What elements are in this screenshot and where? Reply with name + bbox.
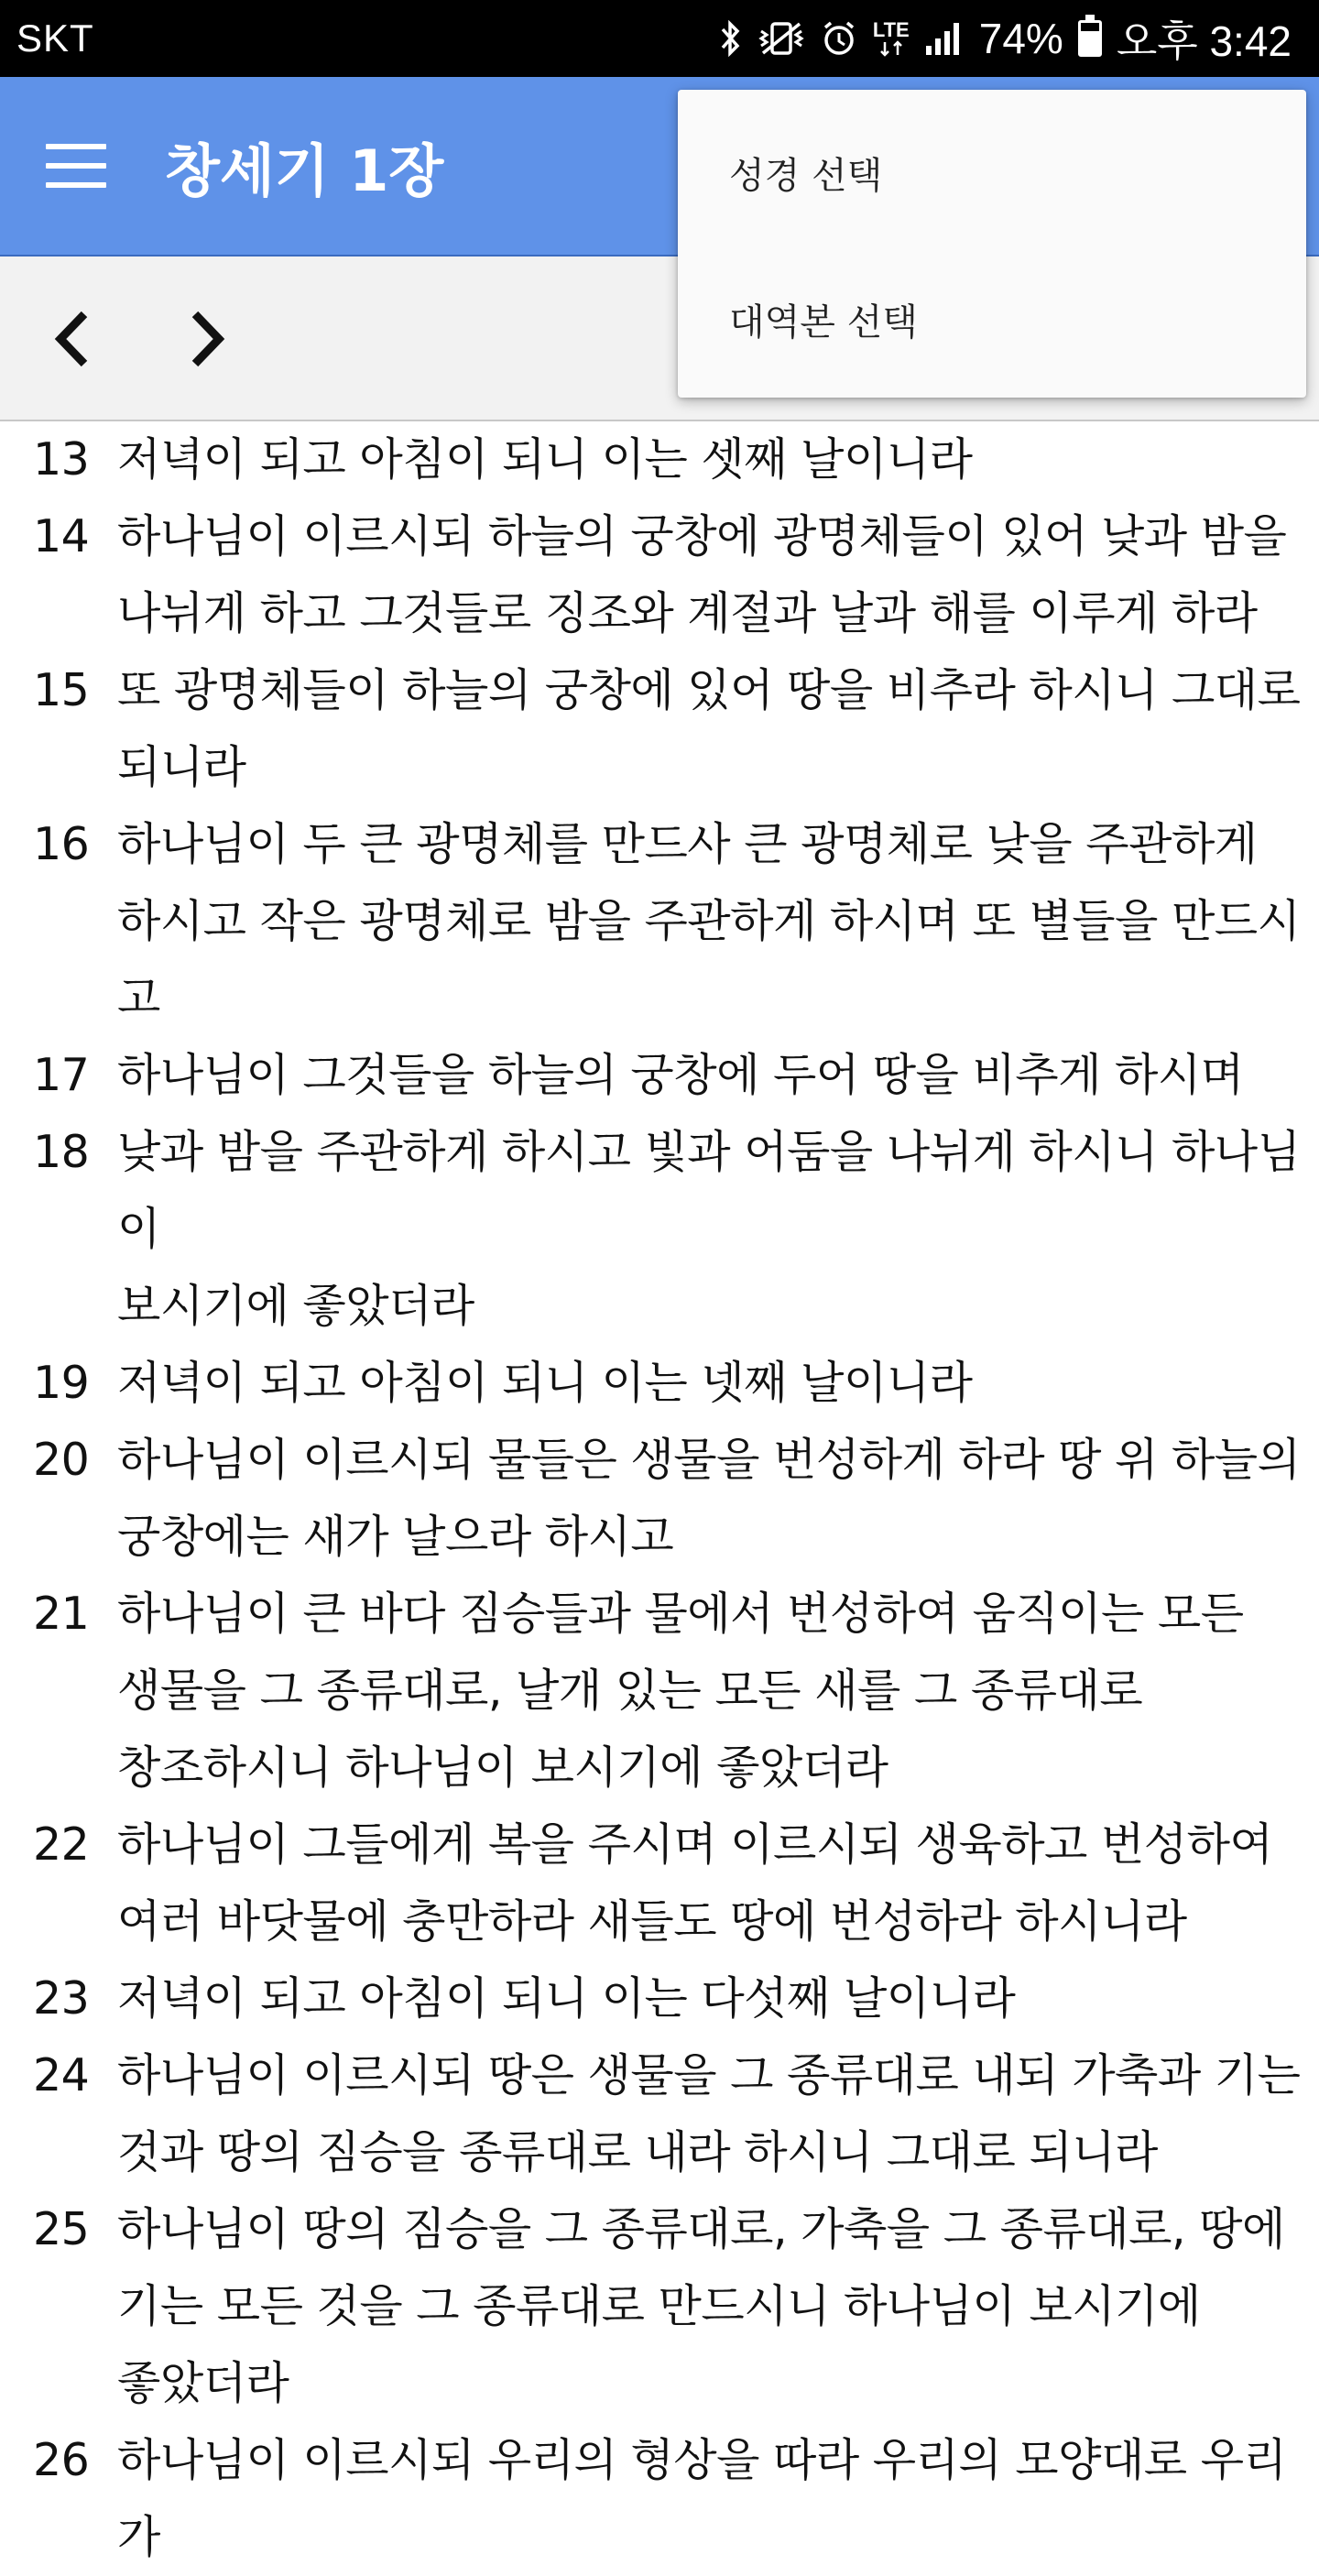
previous-chapter-button[interactable] — [37, 302, 110, 376]
verse-number: 19 — [33, 1357, 90, 1409]
status-icons — [719, 8, 1292, 69]
verse-text: 저녁이 되고 아침이 되니 이는 셋째 날이니라 — [117, 433, 973, 486]
vibrate-icon — [758, 16, 805, 61]
status-bar — [0, 0, 1319, 77]
hamburger-icon[interactable] — [46, 144, 106, 188]
verse-text: 하나님이 이르시되 하늘의 궁창에 광명체들이 있어 낮과 밤을 나뉘게 하고 그것들로 징조와 계절과 날과 해를 이루게 하라 — [117, 510, 1287, 639]
verse-text: 저녁이 되고 아침이 되니 이는 넷째 날이니라 — [117, 1357, 973, 1409]
verse-row — [33, 1422, 1301, 1576]
verse-row — [33, 1576, 1301, 1806]
verse-text: 낮과 밤을 주관하게 하시고 빛과 어둠을 나뉘게 하시니 하나님이 보시기에 좋았더라 — [117, 1126, 1301, 1332]
verse-number: 15 — [33, 664, 90, 716]
battery-level — [1081, 31, 1099, 54]
chevron-left-icon — [46, 307, 101, 371]
verse-row — [33, 2191, 1301, 2422]
verse-number: 21 — [33, 1588, 90, 1640]
verse-row — [33, 652, 1301, 806]
carrier-label: SKT — [16, 16, 94, 60]
verse-row — [33, 498, 1301, 652]
menu-item-select-bible[interactable]: 성경 선택 — [729, 154, 883, 197]
alarm-icon — [820, 16, 858, 61]
verse-text: 하나님이 두 큰 광명체를 만드사 큰 광명체로 낮을 주관하게 하시고 작은 광명체로 밤을 주관하게 하시며 또 별들을 만드시고 — [117, 818, 1301, 1024]
verse-text: 하나님이 그것들을 하늘의 궁창에 두어 땅을 비추게 하시며 — [117, 1049, 1244, 1101]
verse-list — [0, 421, 1319, 2576]
battery-percent: 74% — [978, 15, 1063, 62]
verse-number: 23 — [33, 1972, 90, 2025]
verse-number: 17 — [33, 1049, 90, 1101]
verse-text: 하나님이 이르시되 물들은 생물을 번성하게 하라 땅 위 하늘의 궁창에는 새가 날으라 하시고 — [117, 1434, 1301, 1563]
verse-number: 20 — [33, 1434, 90, 1486]
verse-row — [33, 2422, 1301, 2576]
page-title: 창세기 1장 — [165, 136, 444, 204]
verse-number: 26 — [33, 2434, 90, 2486]
verse-row — [33, 806, 1301, 1037]
bluetooth-icon — [719, 16, 743, 61]
signal-icon — [924, 16, 965, 61]
verse-number: 22 — [33, 1818, 90, 1871]
chevron-right-icon — [179, 307, 234, 371]
verse-row — [33, 1806, 1301, 1960]
verse-row — [33, 2037, 1301, 2191]
lte-icon: LTE — [873, 16, 910, 61]
next-chapter-button[interactable] — [169, 302, 243, 376]
verse-text: 하나님이 큰 바다 짐승들과 물에서 번성하여 움직이는 모든 생물을 그 종류대로, 날개 있는 모든 새를 그 종류대로 창조하시니 하나님이 보시기에 좋았더라 — [117, 1588, 1244, 1794]
overflow-menu — [678, 90, 1306, 398]
verse-number: 16 — [33, 818, 90, 870]
verse-text: 하나님이 이르시되 우리의 형상을 따라 우리의 모양대로 우리가 — [117, 2434, 1287, 2563]
verse-number: 14 — [33, 510, 90, 562]
verse-row — [33, 1114, 1301, 1345]
verse-text: 하나님이 이르시되 땅은 생물을 그 종류대로 내되 가축과 기는 것과 땅의 짐승을 종류대로 내라 하시니 그대로 되니라 — [117, 2049, 1301, 2178]
verse-text: 또 광명체들이 하늘의 궁창에 있어 땅을 비추라 하시니 그대로 되니라 — [117, 664, 1301, 793]
verse-text: 하나님이 그들에게 복을 주시며 이르시되 생육하고 번성하여 여러 바닷물에 충만하라 새들도 땅에 번성하라 하시니라 — [117, 1818, 1273, 1948]
verse-row — [33, 1037, 1301, 1114]
verse-row — [33, 421, 1301, 498]
verse-number: 18 — [33, 1126, 90, 1178]
verse-text: 하나님이 땅의 짐승을 그 종류대로, 가축을 그 종류대로, 땅에 기는 모든 것을 그 종류대로 만드시니 하나님이 보시기에 좋았더라 — [117, 2203, 1285, 2409]
verse-text: 저녁이 되고 아침이 되니 이는 다섯째 날이니라 — [117, 1972, 1016, 2025]
verse-number: 24 — [33, 2049, 90, 2101]
clock: 오후 3:42 — [1116, 17, 1292, 65]
verse-number: 13 — [33, 433, 90, 486]
verse-row — [33, 1345, 1301, 1422]
battery-icon — [1078, 20, 1102, 57]
menu-item-select-translation[interactable]: 대역본 선택 — [729, 300, 918, 344]
verse-row — [33, 1960, 1301, 2037]
verse-number: 25 — [33, 2203, 90, 2255]
